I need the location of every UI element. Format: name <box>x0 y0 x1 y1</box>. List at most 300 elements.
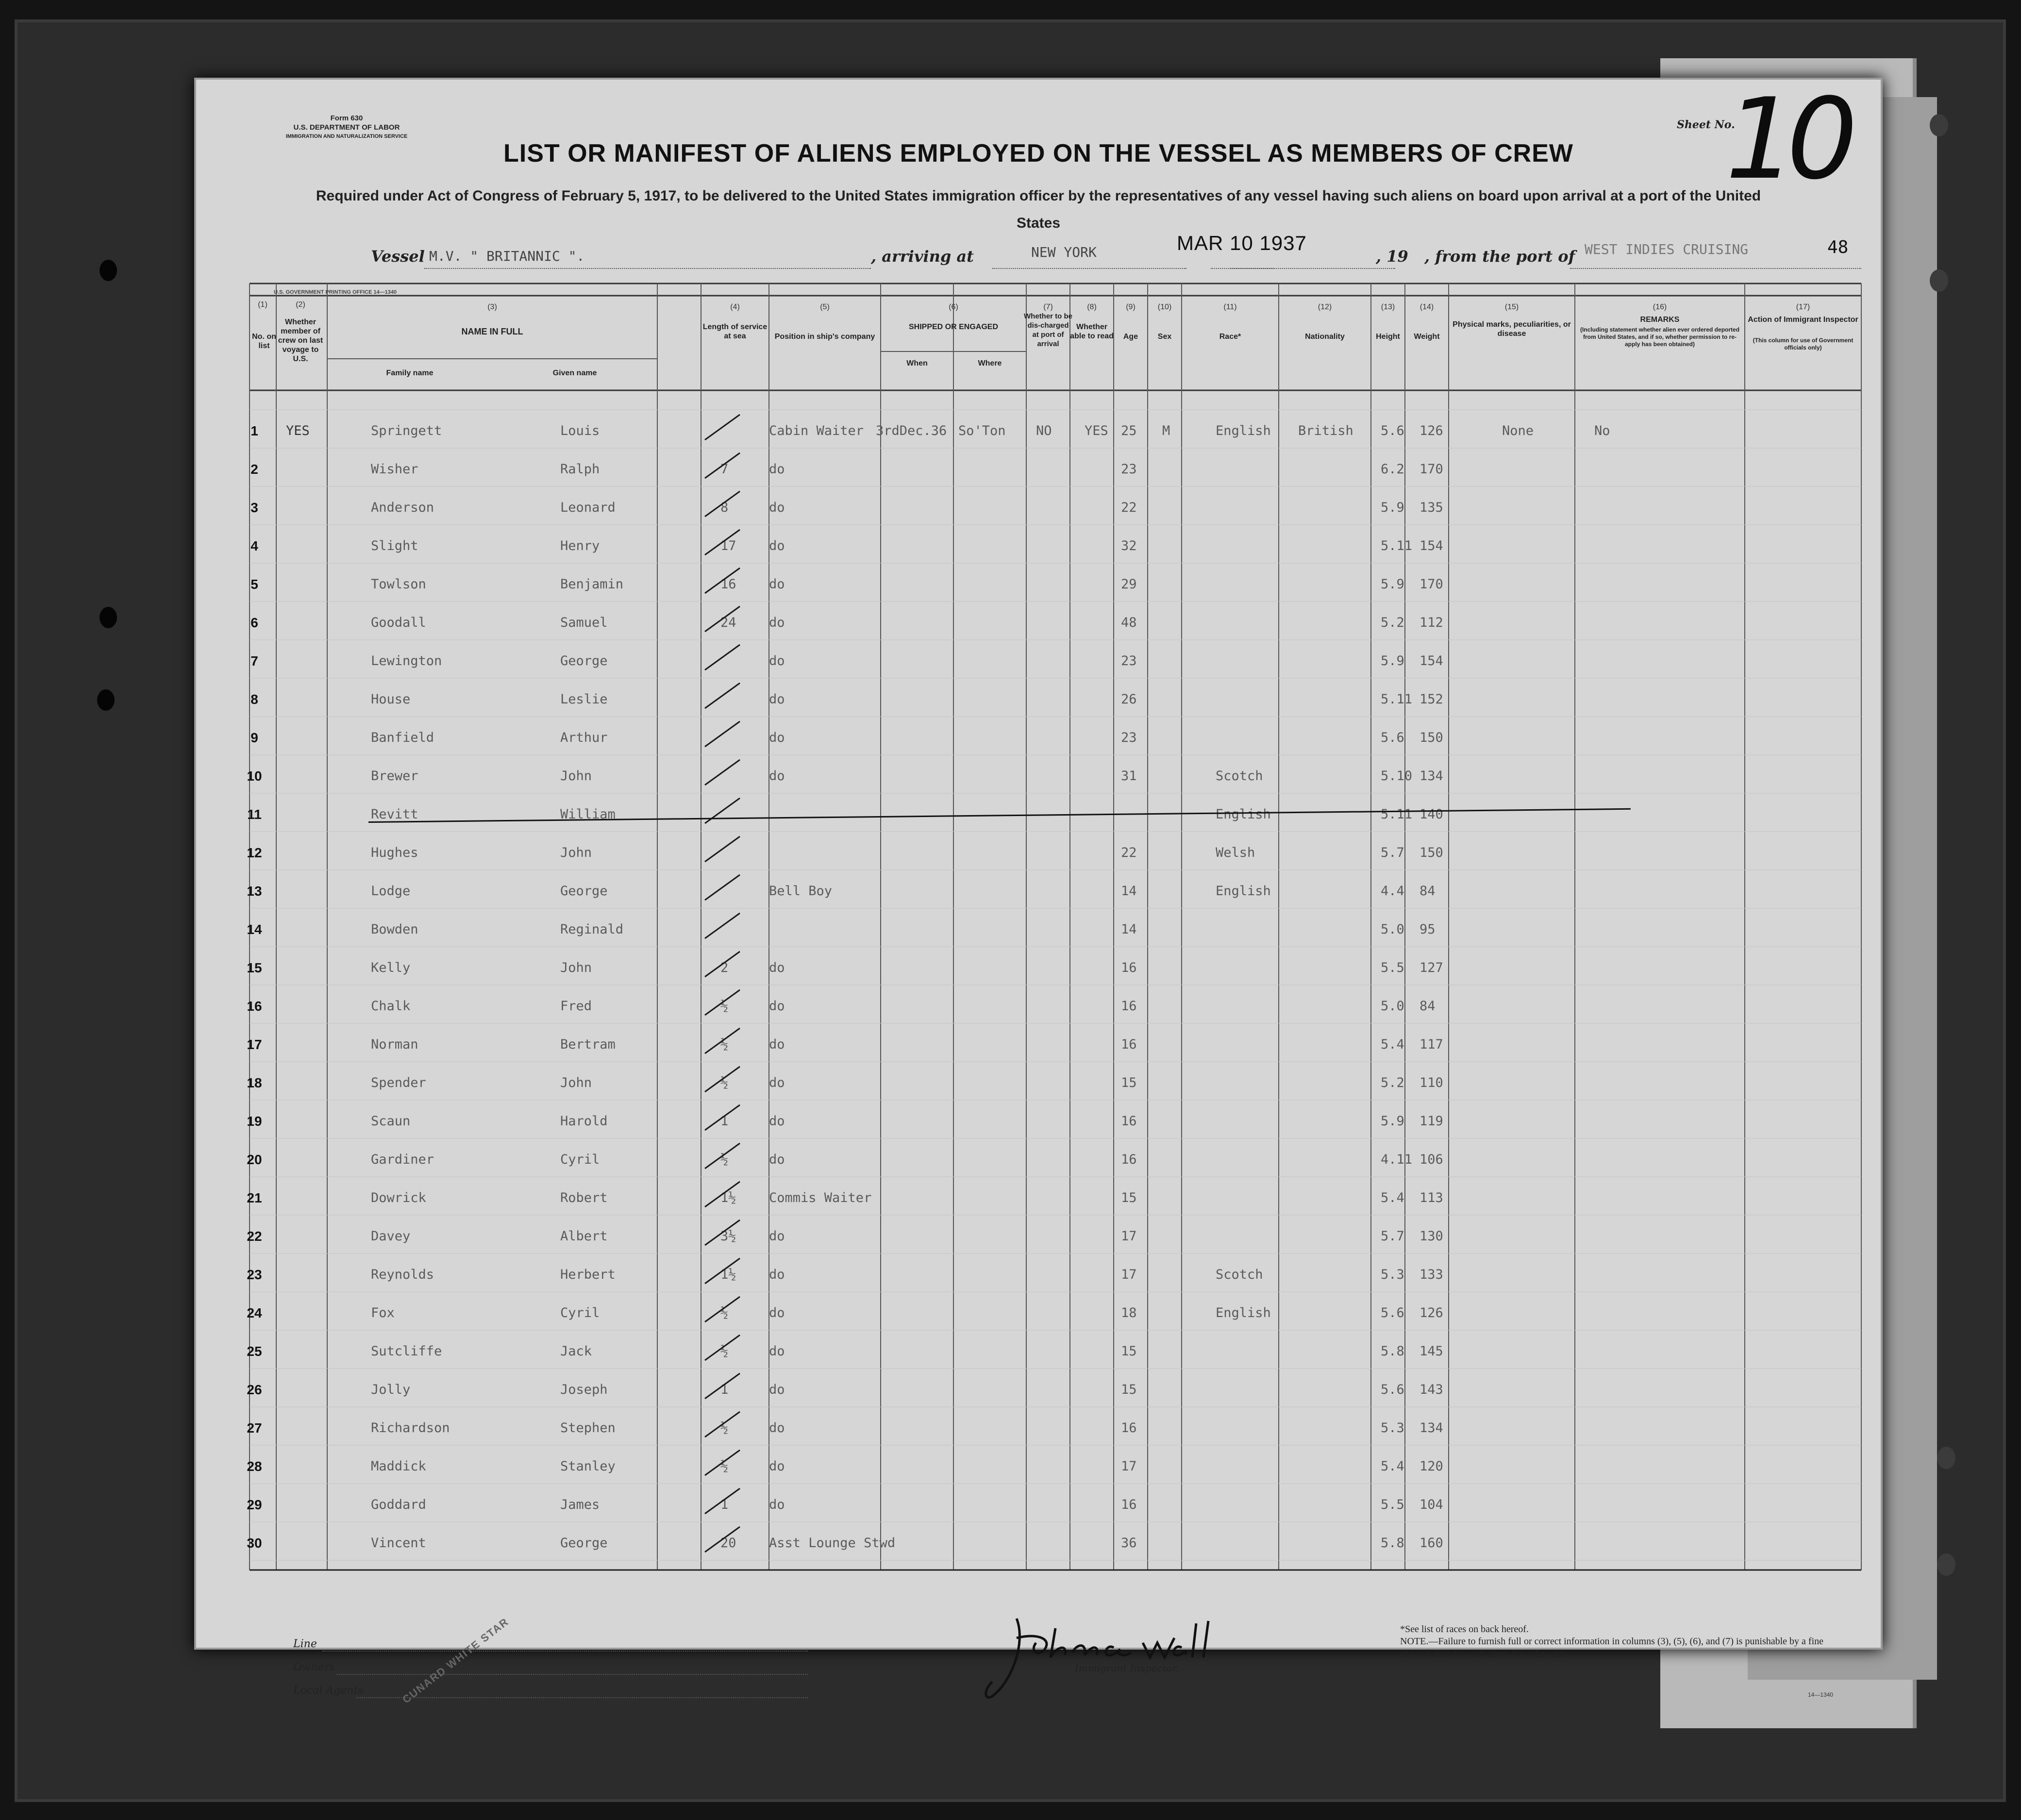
sheet-label: Sheet No. <box>1677 118 1735 131</box>
cell-family: Lewington <box>371 653 442 668</box>
cell-age: 32 <box>1121 538 1137 553</box>
cell-service: 7 <box>720 462 729 477</box>
cell-family: Reynolds <box>371 1267 434 1282</box>
cell-given: Ralph <box>560 462 600 477</box>
cell-no: 9 <box>251 730 258 745</box>
service-tick-mark <box>701 1254 745 1288</box>
note-races: *See list of races on back hereof. <box>1400 1624 1529 1635</box>
cell-age: 15 <box>1121 1344 1137 1359</box>
from-port: WEST INDIES CRUISING <box>1585 241 1749 257</box>
table-row <box>196 1028 1881 1066</box>
cell-age: 14 <box>1121 884 1137 899</box>
cell-age: 36 <box>1121 1536 1137 1551</box>
cell-weight: 84 <box>1420 884 1436 899</box>
cell-age: 14 <box>1121 922 1137 937</box>
cell-height: 5.4 <box>1381 1037 1404 1052</box>
cell-height: 5.7 <box>1381 1229 1404 1244</box>
table-row <box>196 1527 1881 1565</box>
cell-family: Springett <box>371 423 442 438</box>
cell-age: 16 <box>1121 1037 1137 1052</box>
cell-service: 16 <box>720 577 736 592</box>
cell-height: 5.11 <box>1381 692 1413 707</box>
cell-age: 16 <box>1121 1114 1137 1129</box>
cell-service: ½ <box>720 999 729 1014</box>
col-head-age: Age <box>1123 333 1138 341</box>
cell-family: Goddard <box>371 1497 426 1512</box>
cell-no: 22 <box>247 1229 262 1244</box>
cell-family: Wisher <box>371 462 418 477</box>
cell-service: 24 <box>720 615 736 630</box>
cell-race: Welsh <box>1216 845 1255 860</box>
cell-given: George <box>560 1536 608 1551</box>
service-tick-mark <box>701 679 745 713</box>
cell-given: Albert <box>560 1229 608 1244</box>
col-head-when: When <box>906 359 928 367</box>
cell-service: 3½ <box>720 1229 736 1244</box>
service-tick-mark <box>701 1485 745 1519</box>
cell-service: ½ <box>720 1037 729 1052</box>
cell-weight: 150 <box>1420 845 1443 860</box>
cell-position: do <box>769 1037 785 1052</box>
cell-no: 27 <box>247 1420 262 1436</box>
cell-height: 5.11 <box>1381 807 1413 822</box>
cell-weight: 117 <box>1420 1037 1443 1052</box>
cell-height: 5.6 <box>1381 1382 1404 1397</box>
cell-given: John <box>560 768 592 784</box>
cell-given: Samuel <box>560 615 608 630</box>
service-tick-mark <box>701 1331 745 1365</box>
service-tick-mark <box>701 833 745 867</box>
footer-note <box>1400 1623 1827 1660</box>
cell-height: 5.2 <box>1381 1075 1404 1090</box>
cell-family: Fox <box>371 1305 395 1320</box>
service-tick-mark <box>701 794 745 828</box>
cell-given: Leslie <box>560 692 608 707</box>
cell-weight: 143 <box>1420 1382 1443 1397</box>
cell-position: do <box>769 615 785 630</box>
footer-line-label: Line <box>293 1638 317 1650</box>
cell-nationality: British <box>1298 423 1353 438</box>
arrival-port: NEW YORK <box>1031 244 1097 260</box>
cell-no: 13 <box>247 884 262 899</box>
cell-race: Scotch <box>1216 1267 1263 1282</box>
col-head-shipped: SHIPPED OR ENGAGED <box>908 323 999 331</box>
service-tick-mark <box>701 1216 745 1250</box>
cell-service: ½ <box>720 1075 729 1090</box>
cell-no: 6 <box>251 615 258 630</box>
cell-given: John <box>560 960 592 975</box>
cell-given: John <box>560 845 592 860</box>
cell-no: 19 <box>247 1114 262 1129</box>
cell-no: 18 <box>247 1075 262 1090</box>
cell-family: Anderson <box>371 500 434 515</box>
cell-race: English <box>1216 807 1271 822</box>
cell-given: Reginald <box>560 922 624 937</box>
col-head-service: Length of service at sea <box>702 323 768 340</box>
table-row <box>196 415 1881 452</box>
service-tick-mark <box>701 909 745 943</box>
cell-height: 5.8 <box>1381 1536 1404 1551</box>
cell-where: So'Ton <box>958 423 1006 438</box>
cell-no: 11 <box>247 807 262 822</box>
service-tick-mark <box>701 1178 745 1212</box>
cell-service: ½ <box>720 1305 729 1320</box>
cell-given: Leonard <box>560 500 616 515</box>
cell-no: 21 <box>247 1190 262 1205</box>
col-num-11: (11) <box>1223 303 1237 311</box>
table-row <box>196 798 1881 836</box>
table-row <box>196 1335 1881 1373</box>
manifest-sheet <box>194 75 1883 1706</box>
cell-service: ½ <box>720 1344 729 1359</box>
cell-family: Lodge <box>371 884 411 899</box>
table-row <box>196 1258 1881 1296</box>
cell-given: William <box>560 807 616 822</box>
cell-height: 5.0 <box>1381 922 1404 937</box>
service-tick-mark <box>701 1101 745 1135</box>
cell-height: 6.2 <box>1381 462 1404 477</box>
cell-family: Vincent <box>371 1536 426 1551</box>
footer-agents-field <box>356 1697 808 1698</box>
cell-given: Fred <box>560 999 592 1014</box>
cell-height: 5.6 <box>1381 1305 1404 1320</box>
cell-no: 17 <box>247 1037 262 1052</box>
cell-family: Bowden <box>371 922 418 937</box>
cell-family: Gardiner <box>371 1152 434 1167</box>
cell-read: YES <box>1085 423 1108 438</box>
cell-no: 29 <box>247 1497 262 1512</box>
cell-service: 20 <box>720 1536 736 1551</box>
cell-sex: M <box>1162 423 1170 438</box>
col-num-8: (8) <box>1087 303 1097 311</box>
cell-family: Jolly <box>371 1382 411 1397</box>
cell-height: 5.7 <box>1381 845 1404 860</box>
table-row <box>196 491 1881 529</box>
cell-position: do <box>769 1420 785 1436</box>
cell-weight: 134 <box>1420 768 1443 784</box>
service-tick-mark <box>701 1139 745 1173</box>
cell-given: Bertram <box>560 1037 616 1052</box>
table-row <box>196 1143 1881 1181</box>
table-row <box>196 913 1881 951</box>
cell-position: do <box>769 538 785 553</box>
arrival-date-stamp: MAR 10 1937 <box>1177 232 1307 254</box>
service-tick-mark <box>701 602 745 636</box>
cell-family: Sutcliffe <box>371 1344 442 1359</box>
table-row <box>196 721 1881 759</box>
service-tick-mark <box>701 1063 745 1097</box>
cell-service: 2 <box>720 960 729 975</box>
footer-owners-label: Owners <box>293 1661 335 1673</box>
cell-height: 5.6 <box>1381 730 1404 745</box>
footer-agents-label: Local Agents <box>293 1685 364 1697</box>
cell-given: Stanley <box>560 1459 616 1474</box>
table-row <box>196 875 1881 913</box>
cell-service: 8 <box>720 500 729 515</box>
cell-no: 20 <box>247 1152 262 1167</box>
service-tick-mark <box>701 871 745 905</box>
form-code: 14—1340 <box>1808 1691 1834 1698</box>
col-head-prev-voyage: Whether member of crew on last voyage to U.S. <box>278 318 323 363</box>
cell-given: Cyril <box>560 1305 600 1320</box>
cell-weight: 112 <box>1420 615 1443 630</box>
page-title: LIST OR MANIFEST OF ALIENS EMPLOYED ON THE VESSEL AS MEMBERS OF CREW <box>503 139 1573 167</box>
cell-age: 23 <box>1121 653 1137 668</box>
cell-weight: 126 <box>1420 1305 1443 1320</box>
table-row <box>196 645 1881 683</box>
cell-family: Davey <box>371 1229 411 1244</box>
cell-height: 4.11 <box>1381 1152 1413 1167</box>
cell-family: Hughes <box>371 845 418 860</box>
table-row <box>196 683 1881 721</box>
col-head-height: Height <box>1376 333 1400 341</box>
cell-no: 15 <box>247 960 262 975</box>
cell-position: do <box>769 1229 785 1244</box>
cell-height: 5.3 <box>1381 1420 1404 1436</box>
col-num-3: (3) <box>487 303 497 311</box>
col-num-17: (17) <box>1796 303 1810 311</box>
sheet-number: 10 <box>1725 75 1848 204</box>
cell-height: 5.4 <box>1381 1459 1404 1474</box>
col-head-action: Action of Immigrant Inspector <box>1748 316 1858 324</box>
cell-height: 5.0 <box>1381 999 1404 1014</box>
cell-given: Joseph <box>560 1382 608 1397</box>
col-num-6: (6) <box>949 303 958 311</box>
extra-number: 48 <box>1827 237 1849 257</box>
cell-age: 22 <box>1121 845 1137 860</box>
cell-given: Jack <box>560 1344 592 1359</box>
service-tick-mark <box>701 641 745 675</box>
cell-given: George <box>560 653 608 668</box>
service-tick-mark <box>701 718 745 751</box>
cell-race: English <box>1216 423 1271 438</box>
service-tick-mark <box>701 948 745 982</box>
cell-no: 2 <box>251 462 258 477</box>
cell-weight: 150 <box>1420 730 1443 745</box>
col-head-weight: Weight <box>1414 333 1440 341</box>
cell-no: 28 <box>247 1459 262 1474</box>
service-tick-mark <box>701 487 745 521</box>
col-num-2: (2) <box>296 301 305 309</box>
cell-age: 16 <box>1121 1152 1137 1167</box>
service-tick-mark <box>701 1293 745 1327</box>
binder-hole <box>97 689 115 711</box>
cell-position: do <box>769 1114 785 1129</box>
cell-weight: 84 <box>1420 999 1436 1014</box>
inspector-signature <box>983 1609 1235 1706</box>
cell-service: 1½ <box>720 1190 736 1205</box>
cell-weight: 104 <box>1420 1497 1443 1512</box>
cell-no: 4 <box>251 538 258 553</box>
table-row <box>196 530 1881 568</box>
cell-position: Cabin Waiter <box>769 423 864 438</box>
cell-family: Brewer <box>371 768 418 784</box>
cell-age: 17 <box>1121 1459 1137 1474</box>
cell-position: do <box>769 692 785 707</box>
col-num-16: (16) <box>1653 303 1667 311</box>
table-row <box>196 836 1881 874</box>
cell-no: 1 <box>251 423 258 438</box>
cell-position: do <box>769 653 785 668</box>
cell-given: Robert <box>560 1190 608 1205</box>
cell-no: 14 <box>247 922 262 937</box>
table-row <box>196 1450 1881 1488</box>
cell-service: ½ <box>720 1152 729 1167</box>
cell-family: Goodall <box>371 615 426 630</box>
cell-family: Kelly <box>371 960 411 975</box>
table-row <box>196 1182 1881 1219</box>
cell-family: Revitt <box>371 807 418 822</box>
binder-hole <box>1930 269 1948 292</box>
cell-prev: YES <box>286 423 310 438</box>
cell-position: Commis Waiter <box>769 1190 872 1205</box>
cell-height: 5.10 <box>1381 768 1413 784</box>
service: IMMIGRATION AND NATURALIZATION SERVICE <box>285 134 408 139</box>
form-number: Form 630 <box>330 114 363 122</box>
cell-given: Henry <box>560 538 600 553</box>
cell-position: do <box>769 1382 785 1397</box>
cell-weight: 106 <box>1420 1152 1443 1167</box>
year-label: , 19 <box>1376 247 1408 266</box>
cell-family: Norman <box>371 1037 418 1052</box>
cell-age: 31 <box>1121 768 1137 784</box>
footer-line-field <box>322 1651 808 1652</box>
cell-age: 16 <box>1121 999 1137 1014</box>
cell-position: do <box>769 1152 785 1167</box>
vessel-name: M.V. " BRITANNIC ". <box>429 248 585 264</box>
col-num-10: (10) <box>1157 303 1172 311</box>
cell-age: 15 <box>1121 1382 1137 1397</box>
cell-weight: 145 <box>1420 1344 1443 1359</box>
col-num-5: (5) <box>820 303 830 311</box>
cell-position: do <box>769 500 785 515</box>
cell-race: Scotch <box>1216 768 1263 784</box>
table-row <box>196 1105 1881 1143</box>
cell-service: 1½ <box>720 1267 736 1282</box>
cell-given: Arthur <box>560 730 608 745</box>
cell-family: Slight <box>371 538 418 553</box>
table-row <box>196 952 1881 989</box>
cell-marks: None <box>1502 423 1534 438</box>
cell-family: Scaun <box>371 1114 411 1129</box>
cell-age: 17 <box>1121 1267 1137 1282</box>
service-tick-mark <box>701 1446 745 1480</box>
cell-age: 15 <box>1121 1190 1137 1205</box>
col-num-15: (15) <box>1504 303 1519 311</box>
cell-age: 17 <box>1121 1229 1137 1244</box>
cell-race: English <box>1216 1305 1271 1320</box>
cell-when: 3rdDec.36 <box>876 423 947 438</box>
cell-height: 5.5 <box>1381 1497 1404 1512</box>
service-tick-mark <box>701 1408 745 1442</box>
cell-given: Harold <box>560 1114 608 1129</box>
cell-no: 26 <box>247 1382 262 1397</box>
col-head-marks: Physical marks, peculiarities, or disease <box>1453 320 1571 338</box>
cell-position: do <box>769 1344 785 1359</box>
cell-weight: 127 <box>1420 960 1443 975</box>
cell-height: 5.4 <box>1381 1190 1404 1205</box>
cell-weight: 135 <box>1420 500 1443 515</box>
table-row <box>196 1297 1881 1335</box>
note-penalty: NOTE.—Failure to furnish full or correct information in columns (3), (5), (6), and (7) is punishable by a fine of ten dollars for each alien. See other side. <box>1400 1636 1824 1659</box>
col-head-given: Given name <box>552 369 597 377</box>
service-tick-mark <box>701 986 745 1020</box>
cell-service: 1 <box>720 1382 729 1397</box>
cell-position: do <box>769 1305 785 1320</box>
service-tick-mark <box>701 1369 745 1403</box>
cell-given: Louis <box>560 423 600 438</box>
cell-weight: 170 <box>1420 462 1443 477</box>
cell-age: 25 <box>1121 423 1137 438</box>
footer-owners-field <box>337 1674 808 1675</box>
col-head-action-note: (This column for use of Government officials only) <box>1753 337 1854 351</box>
cell-family: Towlson <box>371 577 426 592</box>
cell-position: do <box>769 1459 785 1474</box>
vessel-label: Vessel <box>371 247 425 266</box>
table-row <box>196 1067 1881 1104</box>
cell-position: do <box>769 960 785 975</box>
service-tick-mark <box>701 564 745 598</box>
cell-no: 23 <box>247 1267 262 1282</box>
col-head-discharge: Whether to be dis-charged at port of arrival <box>1024 312 1072 348</box>
cell-no: 25 <box>247 1344 262 1359</box>
col-head-family: Family name <box>386 369 434 377</box>
cell-service: 17 <box>720 538 736 553</box>
cell-family: Spender <box>371 1075 426 1090</box>
col-head-sex: Sex <box>1157 333 1172 341</box>
table-row <box>196 453 1881 491</box>
page-subtitle: Required under Act of Congress of February 5, 1917, to be delivered to the United States immigration officer by the representatives of any vessel having such aliens on board upon arrival at a port of the United States <box>316 188 1761 231</box>
col-num-9: (9) <box>1126 303 1136 311</box>
cell-given: Stephen <box>560 1420 616 1436</box>
vessel-dotline <box>424 268 871 269</box>
cell-family: Banfield <box>371 730 434 745</box>
cell-given: Cyril <box>560 1152 600 1167</box>
cell-height: 5.6 <box>1381 423 1404 438</box>
inspector-label: Immigrant Inspector. <box>1075 1662 1179 1674</box>
cell-height: 5.5 <box>1381 960 1404 975</box>
cell-position: Asst Lounge Stwd <box>769 1536 896 1551</box>
cell-no: 7 <box>251 653 258 668</box>
cell-height: 5.9 <box>1381 653 1404 668</box>
cell-no: 5 <box>251 577 258 592</box>
printing-office: U.S. GOVERNMENT PRINTING OFFICE 14—1340 <box>274 289 397 295</box>
arriving-label: , arriving at <box>871 247 974 266</box>
col-head-nationality: Nationality <box>1305 333 1345 341</box>
cell-age: 29 <box>1121 577 1137 592</box>
table-row <box>196 1488 1881 1526</box>
cell-weight: 152 <box>1420 692 1443 707</box>
cell-height: 4.4 <box>1381 884 1404 899</box>
cell-age: 23 <box>1121 730 1137 745</box>
service-tick-mark <box>701 449 745 483</box>
cell-weight: 95 <box>1420 922 1436 937</box>
cell-age: 18 <box>1121 1305 1137 1320</box>
cell-age: 16 <box>1121 1420 1137 1436</box>
service-tick-mark <box>701 411 745 445</box>
cell-weight: 130 <box>1420 1229 1443 1244</box>
cell-no: 8 <box>251 692 258 707</box>
cell-weight: 170 <box>1420 577 1443 592</box>
cell-weight: 134 <box>1420 1420 1443 1436</box>
cell-given: George <box>560 884 608 899</box>
binder-hole <box>1930 114 1948 136</box>
cell-discharge: NO <box>1036 423 1052 438</box>
cell-service: ½ <box>720 1420 729 1436</box>
col-num-12: (12) <box>1318 303 1332 311</box>
cell-height: 5.2 <box>1381 615 1404 630</box>
cell-weight: 133 <box>1420 1267 1443 1282</box>
